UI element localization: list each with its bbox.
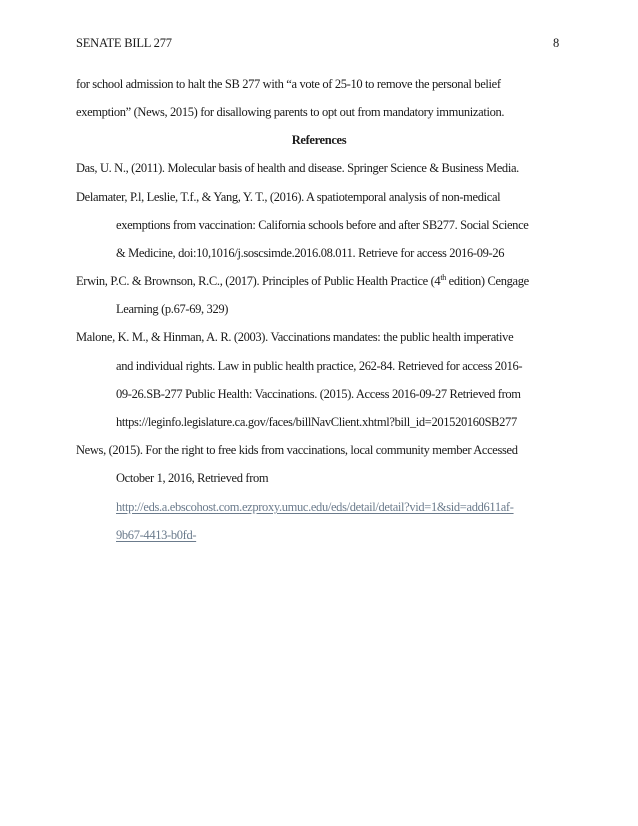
reference-delamater-line-2: exemptions from vaccination: California schools before and after SB277. Social Science xyxy=(116,218,529,232)
reference-erwin-text-b: edition) Cengage xyxy=(445,274,529,288)
running-head: SENATE BILL 277 xyxy=(76,36,172,50)
reference-delamater-line-3: & Medicine, doi:10,1016/j.soscsimde.2016.08.011. Retrieve for access 2016-09-26 xyxy=(116,246,505,260)
reference-malone-line-3: 09-26.SB-277 Public Health: Vaccinations. (2015). Access 2016-09-27 Retrieved from xyxy=(116,387,521,401)
reference-news-link-line-2[interactable]: 9b67-4413-b0fd- xyxy=(116,528,197,542)
reference-malone-line-2: and individual rights. Law in public health practice, 262-84. Retrieved for access 2016- xyxy=(116,359,523,373)
reference-malone-line-1: Malone, K. M., & Hinman, A. R. (2003). Vaccinations mandates: the public health imperative xyxy=(76,330,514,344)
body-line-1: for school admission to halt the SB 277 with “a vote of 25-10 to remove the personal belief xyxy=(76,77,501,91)
reference-malone-line-4: https://leginfo.legislature.ca.gov/faces/billNavClient.xhtml?bill_id=201520160SB277 xyxy=(116,415,517,429)
reference-news-line-1: News, (2015). For the right to free kids from vaccinations, local community member Accessed xyxy=(76,443,518,457)
reference-delamater-line-1: Delamater, P.l, Leslie, T.f., & Yang, Y. T., (2016). A spatiotemporal analysis of non-medical xyxy=(76,190,501,204)
reference-erwin-line-1 xyxy=(76,273,529,289)
reference-news-line-2: October 1, 2016, Retrieved from xyxy=(116,471,269,485)
page-number: 8 xyxy=(553,36,560,50)
reference-news-link-line-1[interactable]: http://eds.a.ebscohost.com.ezproxy.umuc.edu/eds/detail/detail?vid=1&sid=add611af- xyxy=(116,500,514,514)
references-heading: References xyxy=(291,133,347,147)
reference-erwin-superscript: th xyxy=(440,272,446,282)
reference-das: Das, U. N., (2011). Molecular basis of health and disease. Springer Science & Business Media. xyxy=(76,161,519,175)
body-line-2: exemption” (News, 2015) for disallowing parents to opt out from mandatory immunization. xyxy=(76,105,505,119)
reference-erwin-text-a: Erwin, P.C. & Brownson, R.C., (2017). Principles of Public Health Practice (4 xyxy=(76,274,441,288)
reference-erwin-line-2: Learning (p.67-69, 329) xyxy=(116,302,229,316)
